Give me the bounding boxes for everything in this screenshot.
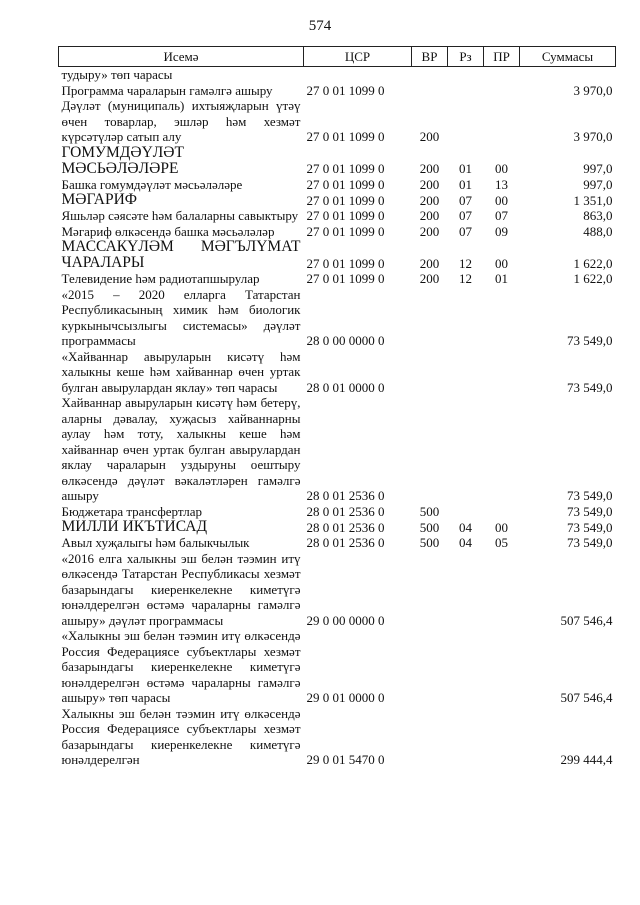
csr-code: 27 0 01 1099 0 [306, 208, 385, 223]
item-name: Дәүләт (муниципаль) ихтыяҗларын үтәү өчен товарлар, эшләр һәм хезмәт күрсәтүләр сатып алу [61, 98, 301, 144]
csr-code: 27 0 01 1099 0 [306, 161, 385, 176]
vr-code [412, 706, 448, 768]
vr-code [412, 628, 448, 706]
sum-value [520, 67, 616, 83]
header-pr: ПР [484, 47, 520, 67]
table-row [59, 395, 616, 504]
item-name: МАССАКҮЛӘМ МӘГЪЛҮМАТ ЧАРАЛАРЫ [61, 238, 301, 271]
sum-value: 507 546,4 [560, 612, 613, 628]
vr-code: 200 [419, 255, 440, 271]
table-row [59, 349, 616, 396]
pr-code [484, 706, 520, 768]
table-row [59, 628, 616, 706]
table-row [59, 145, 616, 177]
rz-code [448, 287, 484, 349]
pr-code: 13 [495, 176, 508, 192]
rz-code [448, 67, 484, 83]
vr-code [412, 349, 448, 396]
table-row [59, 551, 616, 629]
table-row [59, 519, 616, 535]
csr-code: 28 0 00 0000 0 [306, 333, 385, 348]
item-name: «2016 елга халыкны эш белән тәэмин итү өлкәсендә Татарстан Республикасы хезмәт базарындагы киеренкелекне киметүгә юнәлдерелгән өстәмә чараларны гамәлгә ашыру» дәүләт программасы [61, 550, 301, 628]
vr-code [412, 551, 448, 629]
vr-code: 500 [419, 503, 440, 519]
csr-code: 28 0 01 2536 0 [306, 488, 385, 503]
table-row [59, 706, 616, 768]
sum-value: 73 549,0 [567, 503, 613, 519]
table-row [59, 271, 616, 287]
csr-code: 28 0 01 0000 0 [306, 379, 385, 395]
page-number: 574 [308, 18, 332, 34]
pr-code: 05 [495, 535, 508, 550]
pr-code: 00 [495, 161, 508, 176]
vr-code: 200 [419, 271, 440, 286]
pr-code: 00 [495, 192, 508, 208]
table-row [59, 287, 616, 349]
pr-code [484, 551, 520, 629]
pr-code [484, 287, 520, 349]
table-row [59, 239, 616, 271]
item-name: Бюджетара трансфертлар [61, 503, 202, 519]
csr-code: 27 0 01 1099 0 [306, 255, 385, 271]
vr-code [412, 67, 448, 83]
sum-value: 997,0 [583, 161, 613, 176]
csr-code: 29 0 00 0000 0 [306, 612, 385, 628]
pr-code [484, 504, 520, 520]
sum-value: 299 444,4 [560, 752, 613, 767]
vr-code: 200 [419, 223, 440, 239]
pr-code: 00 [495, 255, 508, 271]
csr-code: 27 0 01 1099 0 [306, 129, 385, 144]
table-body [59, 67, 616, 768]
rz-code: 12 [459, 255, 472, 271]
csr-code: 27 0 01 1099 0 [306, 192, 385, 208]
item-name: Яшьләр сәясәте һәм балаларны савыктыру [61, 208, 299, 223]
vr-code: 200 [419, 176, 440, 192]
vr-code [412, 287, 448, 349]
pr-code [484, 349, 520, 396]
pr-code: 07 [495, 208, 508, 223]
item-name: Программа чараларын гамәлгә ашыру [61, 82, 273, 98]
sum-value: 1 622,0 [573, 271, 613, 286]
vr-code: 200 [419, 129, 440, 144]
header-csr: ЦСР [304, 47, 412, 67]
rz-code: 04 [459, 519, 472, 535]
item-name: Авыл хуҗалыгы һәм балыкчылык [61, 535, 250, 550]
rz-code [448, 628, 484, 706]
item-name: Башка гомумдәүләт мәсьәләләре [61, 176, 243, 192]
csr-code: 28 0 01 2536 0 [306, 535, 385, 550]
csr-code: 28 0 01 2536 0 [306, 503, 385, 519]
csr-code: 27 0 01 1099 0 [306, 271, 385, 286]
vr-code: 500 [419, 519, 440, 535]
csr-code: 28 0 01 2536 0 [306, 519, 385, 535]
sum-value: 73 549,0 [567, 535, 613, 550]
item-name: «Хайваннар авыруларын кисәтү һәм халыкны кеше һәм хайваннар өчен уртак булган авырулардан яклау» төп чарасы [61, 348, 301, 395]
item-name: тудыру» төп чарасы [61, 67, 173, 82]
rz-code [448, 504, 484, 520]
rz-code: 04 [459, 535, 472, 550]
rz-code: 07 [459, 208, 472, 223]
table-header-row [59, 47, 616, 67]
pr-code: 01 [495, 271, 508, 286]
pr-code [484, 83, 520, 99]
csr-code: 27 0 01 1099 0 [306, 176, 385, 192]
pr-code: 00 [495, 519, 508, 535]
header-name: Исемә [59, 47, 304, 67]
table-row [59, 83, 616, 99]
sum-value: 1 622,0 [573, 255, 613, 271]
header-sum: Суммасы [520, 47, 616, 67]
sum-value: 73 549,0 [567, 333, 613, 348]
rz-code [448, 395, 484, 504]
rz-code: 01 [459, 161, 472, 176]
item-name: «Халыкны эш белән тәэмин итү өлкәсендә Россия Федерациясе субъектлары хезмәт базарындагы киеренкелекне киметүгә юнәлдерелгән өстәмә чараларны гамәлгә ашыру» төп чарасы [61, 628, 301, 705]
table-row [59, 224, 616, 240]
item-name: ГОМУМДӘҮЛӘТ МӘСЬӘЛӘЛӘРЕ [61, 143, 184, 177]
pr-code: 09 [495, 223, 508, 239]
item-name: Телевидение һәм радиотапшырулар [61, 271, 260, 286]
item-name: Халыкны эш белән тәэмин итү өлкәсендә Россия Федерациясе субъектлары хезмәт базарындагы киеренкелекне киметүгә юнәлдерелгән [61, 705, 301, 767]
rz-code: 01 [459, 176, 472, 192]
rz-code [448, 349, 484, 396]
csr-code: 29 0 01 0000 0 [306, 690, 385, 705]
csr-code: 29 0 01 5470 0 [306, 752, 385, 767]
sum-value: 73 549,0 [567, 488, 613, 503]
csr-code: 27 0 01 1099 0 [306, 223, 385, 239]
pr-code [484, 98, 520, 145]
vr-code: 200 [419, 208, 440, 223]
table-row [59, 67, 616, 83]
vr-code [412, 395, 448, 504]
sum-value: 863,0 [583, 208, 613, 223]
sum-value: 997,0 [583, 176, 613, 192]
table-row [59, 208, 616, 224]
rz-code: 12 [459, 271, 472, 286]
sum-value: 1 351,0 [573, 192, 613, 208]
table-row [59, 192, 616, 208]
table-row [59, 535, 616, 551]
pr-code [484, 628, 520, 706]
item-name: Мәгариф өлкәсендә башка мәсьәләләр [61, 223, 275, 239]
rz-code [448, 706, 484, 768]
vr-code [412, 83, 448, 99]
rz-code [448, 98, 484, 145]
sum-value: 73 549,0 [567, 519, 613, 535]
vr-code: 200 [419, 192, 440, 208]
table-row [59, 504, 616, 520]
sum-value: 3 970,0 [573, 129, 613, 144]
budget-table [58, 46, 616, 768]
item-name: Хайваннар авыруларын кисәтү һәм бетерү, аларны дәвалау, хуҗасыз хайваннарны аулау һәм тоту, халыкны кеше һәм хайваннар өчен уртак булган авырулардан яклау чараларын уздыруны оештыру өлкәсендә дәүләт вәкаләтләрен гамәлгә ашыру [61, 395, 301, 503]
rz-code: 07 [459, 192, 472, 208]
header-vr: ВР [412, 47, 448, 67]
sum-value: 73 549,0 [567, 379, 613, 395]
item-name: МИЛЛИ ИКЪТИСАД [61, 518, 208, 535]
table-row [59, 177, 616, 193]
csr-code: 27 0 01 1099 0 [306, 82, 385, 98]
header-rz: Рз [448, 47, 484, 67]
pr-code [484, 67, 520, 83]
vr-code: 500 [419, 535, 440, 550]
rz-code: 07 [459, 223, 472, 239]
rz-code [448, 551, 484, 629]
item-name: МӘГАРИФ [61, 191, 138, 208]
sum-value: 488,0 [583, 223, 613, 239]
rz-code [448, 83, 484, 99]
table-row [59, 98, 616, 145]
csr-code [304, 67, 412, 83]
sum-value: 3 970,0 [573, 82, 613, 98]
item-name: «2015 – 2020 елларга Татарстан Республикасының химик һәм биологик куркынычсызлыгы системасы» дәүләт программасы [61, 286, 301, 348]
sum-value: 507 546,4 [560, 690, 613, 705]
vr-code: 200 [419, 161, 440, 176]
pr-code [484, 395, 520, 504]
